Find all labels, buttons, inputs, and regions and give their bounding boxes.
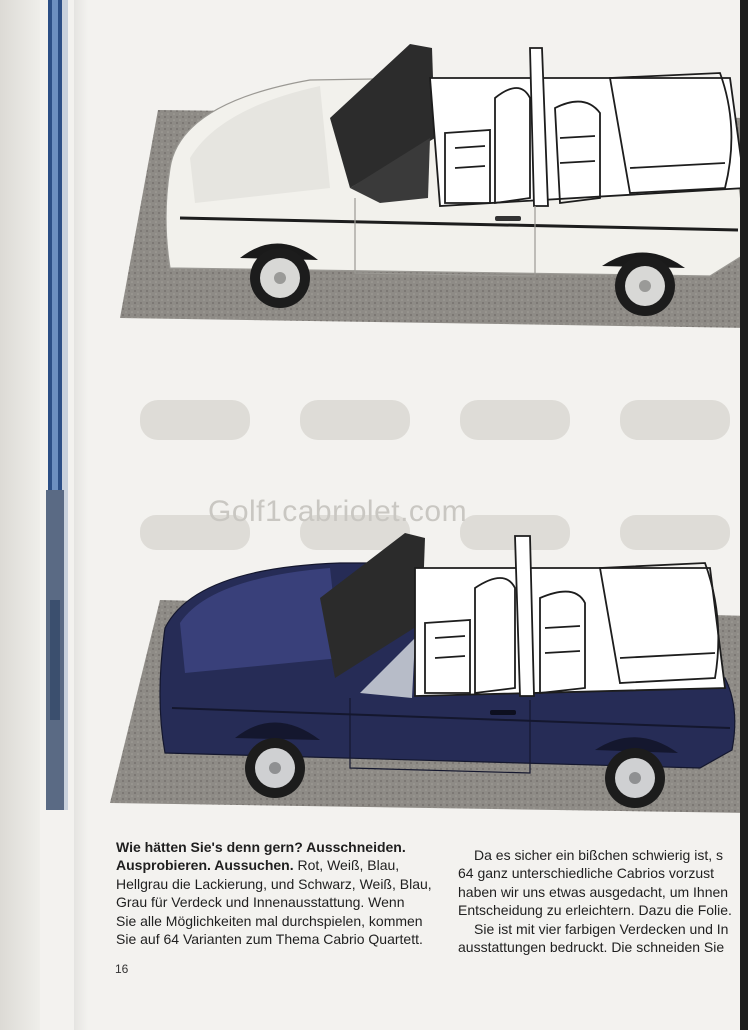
watermark-text: Golf1cabriolet.com xyxy=(208,495,468,528)
line-4: Grau für Verdeck und Innenausstattung. Wenn xyxy=(116,894,405,911)
line-4: Entscheidung zu erleichtern. Dazu die Folie. xyxy=(458,902,732,919)
page-spine xyxy=(0,0,40,1030)
line-1: Da es sicher ein bißchen schwierig ist, s xyxy=(474,847,723,863)
line-2: 64 ganz unterschiedliche Cabrios vorzust xyxy=(458,865,715,882)
line-2-rest: Rot, Weiß, Blau, xyxy=(293,857,400,874)
page-number: 16 xyxy=(115,962,129,976)
lead-line-1: Wie hätten Sie's denn gern? Ausschneiden. xyxy=(116,839,406,855)
text-column-right xyxy=(458,846,740,956)
line-5: Sie alle Möglichkeiten mal durchspielen, kommen xyxy=(116,912,423,929)
white-cabrio-illustration xyxy=(110,38,748,333)
line-2 xyxy=(116,856,446,874)
line-6: Sie auf 64 Varianten zum Thema Cabrio Quartett. xyxy=(116,931,423,948)
line-3: haben wir uns etwas ausgedacht, um Ihnen xyxy=(458,883,729,900)
lead-line-2: Ausprobieren. Aussuchen. xyxy=(116,857,294,874)
gutter-shadow xyxy=(74,0,88,1030)
line-5: Sie ist mit vier farbigen Verdecken und In xyxy=(474,920,729,937)
line-6: ausstattungen bedruckt. Die schneiden Sie xyxy=(458,939,725,956)
scan-edge xyxy=(740,0,748,1030)
binding-strip xyxy=(42,0,74,810)
text-column-left xyxy=(116,838,446,948)
line-3: Hellgrau die Lackierung, und Schwarz, Weiß, Blau, xyxy=(116,875,432,892)
blue-cabrio-illustration xyxy=(110,528,748,818)
